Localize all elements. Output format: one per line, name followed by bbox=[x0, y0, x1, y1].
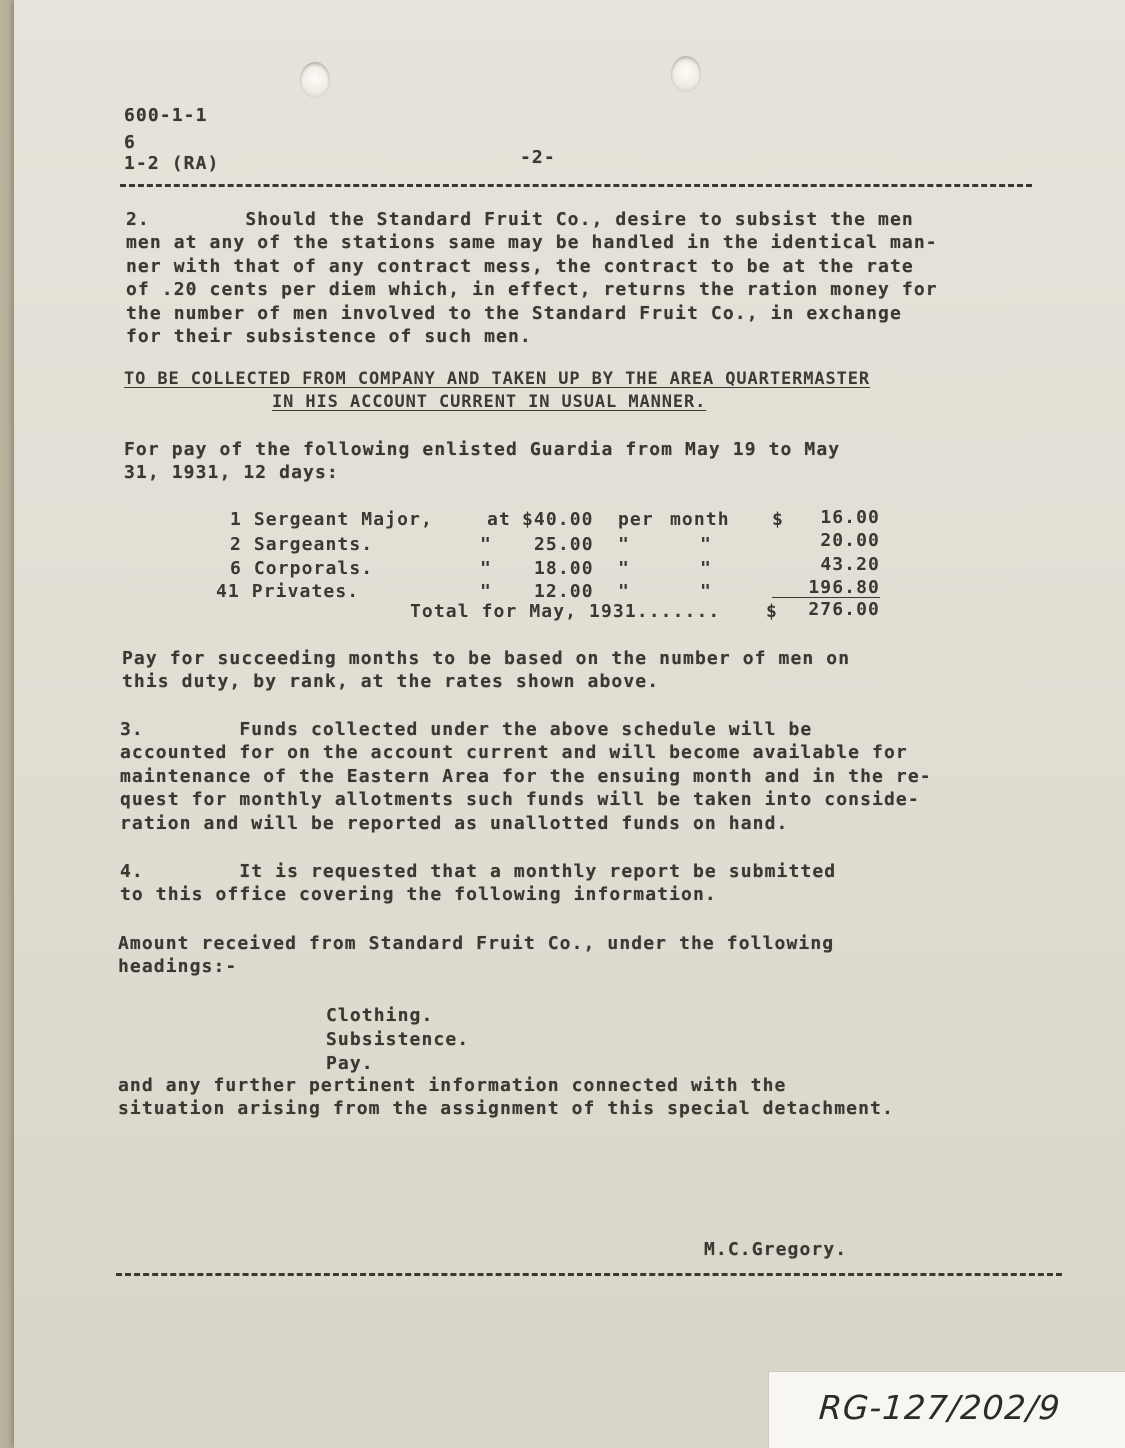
month-cell: " bbox=[700, 581, 712, 602]
punch-hole-left bbox=[300, 62, 330, 98]
amount-received-paragraph: Amount received from Standard Fruit Co., under the following headings:- bbox=[118, 933, 835, 978]
rate-cell: 18.00 bbox=[534, 558, 594, 579]
total-label: Total for May, 1931....... bbox=[410, 601, 721, 622]
file-number-line-1: 600-1-1 bbox=[124, 105, 208, 126]
succeeding-months-paragraph: Pay for succeeding months to be based on the number of men on this duty, by rank, at the rates shown above. bbox=[122, 648, 851, 693]
amount-cell: 20.00 bbox=[820, 530, 880, 551]
at-cell: " bbox=[480, 534, 492, 555]
bottom-dashed-separator bbox=[116, 1273, 1062, 1276]
page-number: -2- bbox=[520, 147, 556, 168]
rank-cell: 1 Sergeant Major, bbox=[230, 509, 433, 530]
month-cell: " bbox=[700, 558, 712, 579]
amount-cell: 196.80 bbox=[808, 577, 880, 598]
per-cell: " bbox=[618, 534, 630, 555]
amount-cell: 16.00 bbox=[820, 507, 880, 528]
total-amount: 276.00 bbox=[808, 599, 880, 620]
list-item: Subsistence. bbox=[326, 1029, 470, 1050]
rate-cell: 25.00 bbox=[534, 534, 594, 555]
at-cell: " bbox=[480, 558, 492, 579]
file-number-line-3: 1-2 (RA) bbox=[124, 153, 220, 174]
rank-cell: 41 Privates. bbox=[216, 581, 360, 602]
rank-cell: 2 Sargeants. bbox=[230, 534, 374, 555]
archive-reference: RG-127/202/9 bbox=[817, 1388, 1062, 1427]
signature: M.C.Gregory. bbox=[704, 1239, 848, 1260]
archive-label bbox=[768, 1371, 1125, 1448]
closing-paragraph: and any further pertinent information connected with the situation arising from the assignment of this special detachment. bbox=[118, 1075, 894, 1120]
rate-cell: 12.00 bbox=[534, 581, 594, 602]
paragraph-4: 4. It is requested that a monthly report be submitted to this office covering the following information. bbox=[120, 861, 837, 906]
month-cell: " bbox=[700, 534, 712, 555]
collection-heading-line-1: TO BE COLLECTED FROM COMPANY AND TAKEN UP BY THE AREA QUARTERMASTER bbox=[124, 369, 871, 389]
total-dollar-sign: $ bbox=[766, 601, 778, 622]
at-cell: at bbox=[487, 509, 511, 530]
paragraph-2: 2. Should the Standard Fruit Co., desire to subsist the men men at any of the stations same may be handled in the identical man- ner with that of any contract mess, the contract to be at the rate of .20 cents per diem which, in effect, returns the ration money for the number of men involved to the Standard Fruit Co., in exchange for their subsistence of such men. bbox=[126, 209, 938, 348]
list-item: Pay. bbox=[326, 1053, 374, 1074]
rank-cell: 6 Corporals. bbox=[230, 558, 374, 579]
month-cell: month bbox=[670, 509, 730, 530]
at-cell: " bbox=[480, 581, 492, 602]
amount-cell: 43.20 bbox=[820, 554, 880, 575]
per-cell: " bbox=[618, 581, 630, 602]
list-item: Clothing. bbox=[326, 1005, 434, 1026]
dollar-cell: $ bbox=[772, 509, 784, 530]
punch-hole-right bbox=[671, 56, 701, 92]
paragraph-3: 3. Funds collected under the above schedule will be accounted for on the account current and will become available for maintenance of the Eastern Area for the ensuing month and in the re- quest for monthly allotments such funds will be taken into conside- ration and will be reported as unallotted funds on hand. bbox=[120, 719, 932, 834]
per-cell: " bbox=[618, 558, 630, 579]
per-cell: per bbox=[618, 509, 654, 530]
collection-heading-line-2: IN HIS ACCOUNT CURRENT IN USUAL MANNER. bbox=[272, 392, 707, 412]
pay-intro-paragraph: For pay of the following enlisted Guardia from May 19 to May 31, 1931, 12 days: bbox=[124, 439, 841, 484]
rate-cell: $40.00 bbox=[522, 509, 594, 530]
top-dashed-separator bbox=[120, 184, 1032, 187]
file-number-line-2: 6 bbox=[124, 132, 136, 153]
